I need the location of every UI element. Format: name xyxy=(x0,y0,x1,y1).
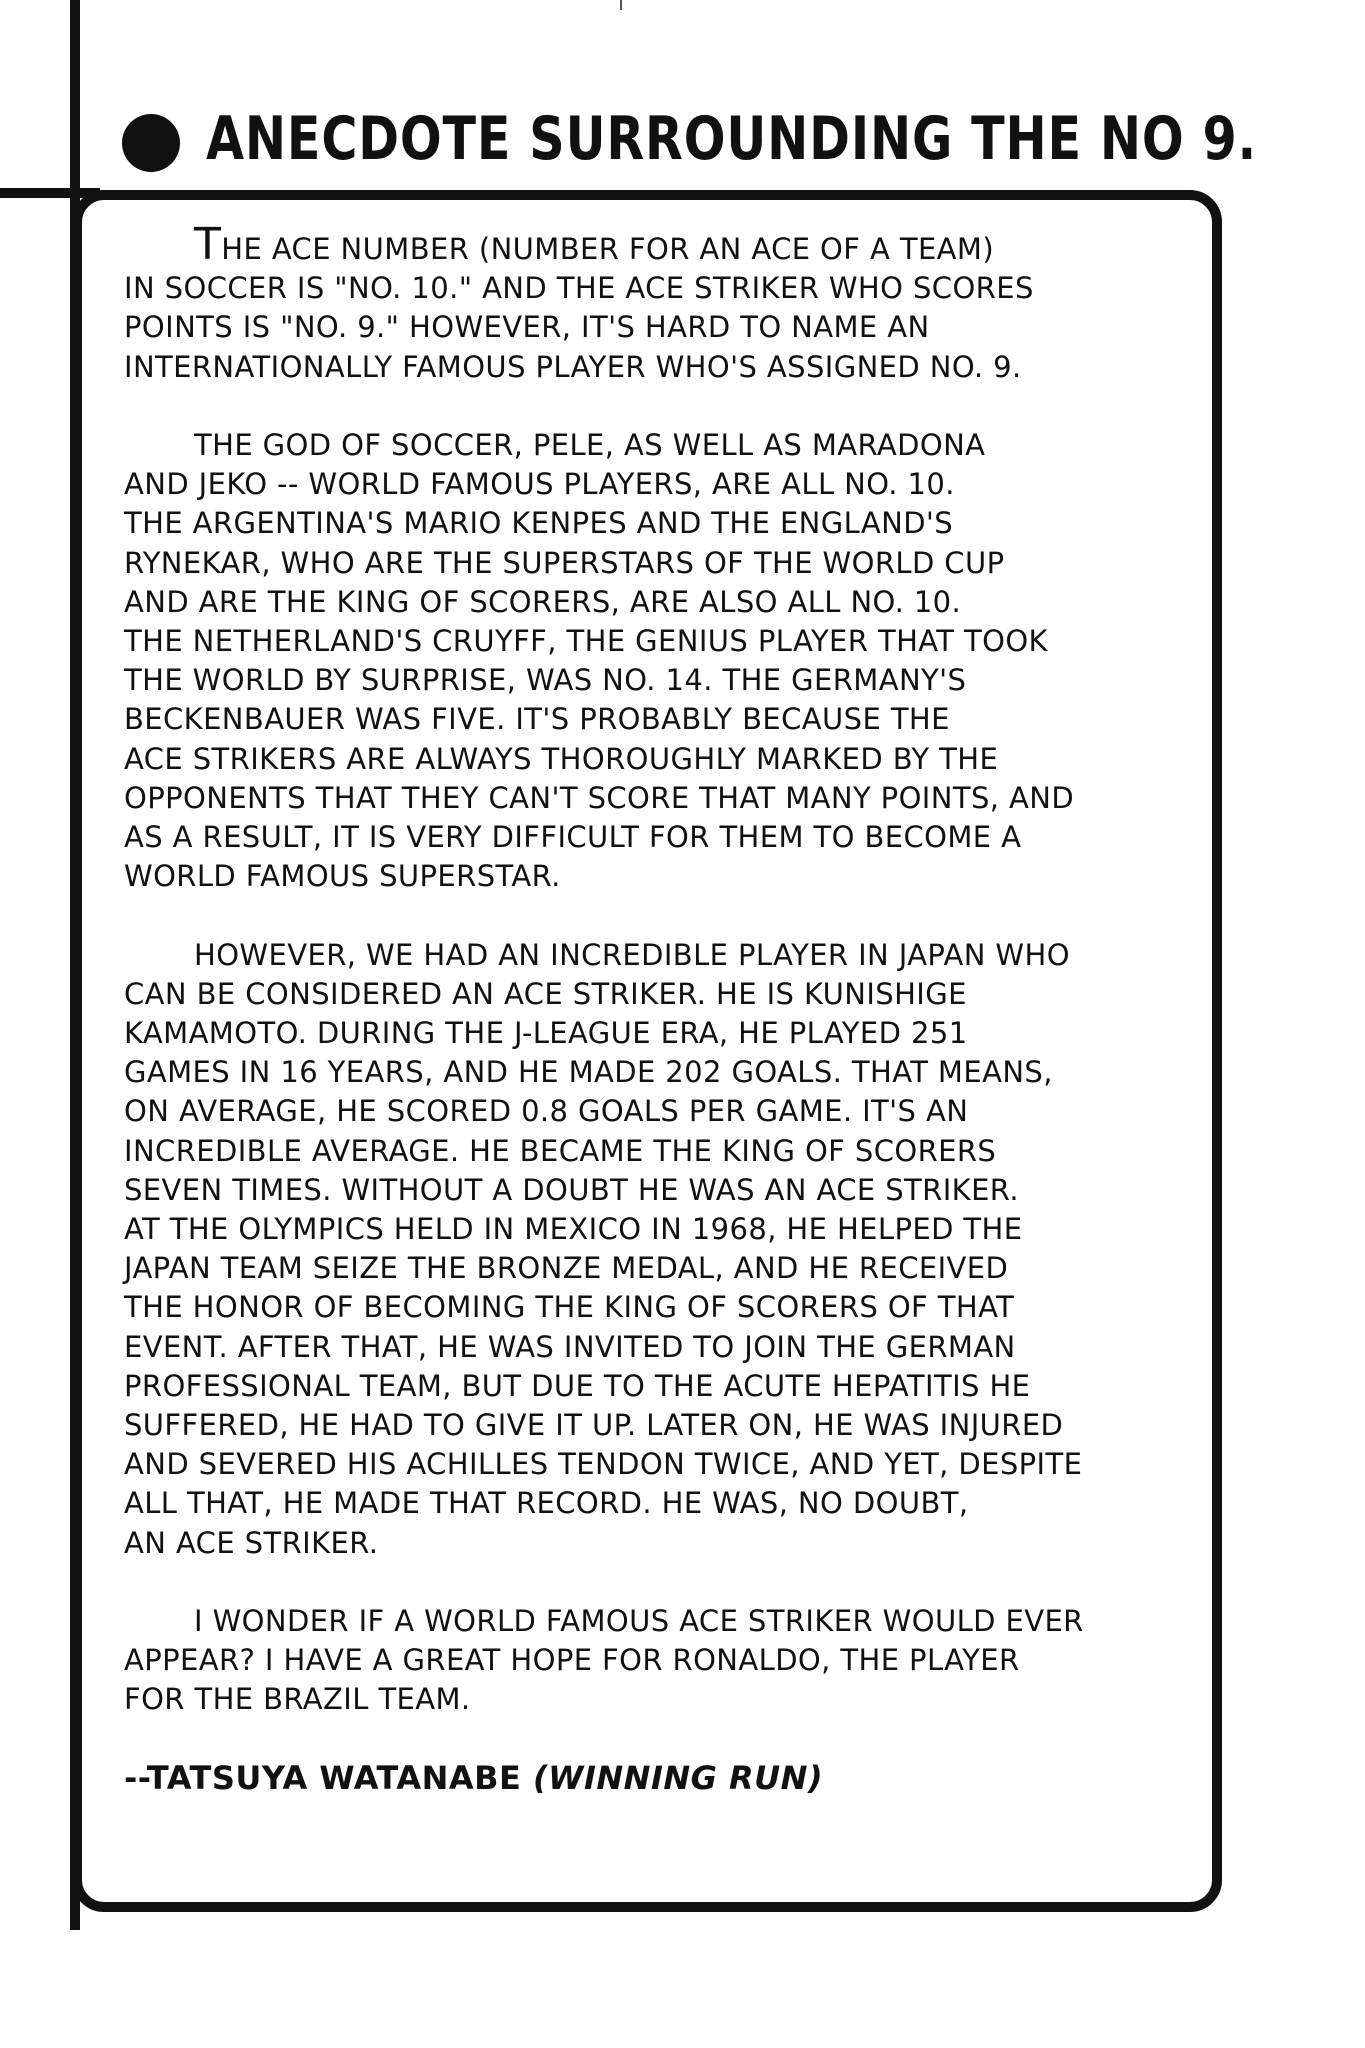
text-line: INCREDIBLE AVERAGE. HE BECAME THE KING OF SCORERS xyxy=(124,1133,997,1168)
text-line: THE NETHERLAND'S CRUYFF, THE GENIUS PLAYER THAT TOOK xyxy=(124,624,1048,659)
signature-work: (WINNING RUN) xyxy=(533,1758,824,1797)
text-line: FOR THE BRAZIL TEAM. xyxy=(124,1682,471,1717)
text-line: AND ARE THE KING OF SCORERS, ARE ALSO ALL NO. 10. xyxy=(124,584,962,619)
text-line: THE WORLD BY SURPRISE, WAS NO. 14. THE GERMANY'S xyxy=(124,663,967,698)
text-line: INTERNATIONALLY FAMOUS PLAYER WHO'S ASSIGNED NO. 9. xyxy=(124,349,1022,384)
text-line: GAMES IN 16 YEARS, AND HE MADE 202 GOALS. THAT MEANS, xyxy=(124,1055,1053,1090)
text-line: I WONDER IF A WORLD FAMOUS ACE STRIKER WOULD EVER xyxy=(194,1604,1084,1639)
text-line: THE ARGENTINA'S MARIO KENPES AND THE ENGLAND'S xyxy=(124,506,954,541)
text-line: KAMAMOTO. DURING THE J-LEAGUE ERA, HE PLAYED 251 xyxy=(124,1016,968,1051)
text-line: ACE STRIKERS ARE ALWAYS THOROUGHLY MARKED BY THE xyxy=(124,741,999,776)
paragraph-4 xyxy=(124,1602,1184,1720)
text-line: THE ACE NUMBER (NUMBER FOR AN ACE OF A TEAM) xyxy=(124,225,1184,269)
top-tick-mark xyxy=(620,0,622,10)
paragraph-2 xyxy=(124,426,1184,896)
text-line: AND JEKO -- WORLD FAMOUS PLAYERS, ARE ALL NO. 10. xyxy=(124,467,955,502)
text-line: HOWEVER, WE HAD AN INCREDIBLE PLAYER IN JAPAN WHO xyxy=(194,937,1070,972)
paragraph-1 xyxy=(124,219,1184,387)
text-line: OPPONENTS THAT THEY CAN'T SCORE THAT MANY POINTS, AND xyxy=(124,780,1075,815)
text-line: CAN BE CONSIDERED AN ACE STRIKER. HE IS KUNISHIGE xyxy=(124,976,967,1011)
title-bullet-icon xyxy=(122,114,180,172)
signature xyxy=(124,1759,1184,1798)
text-line: RYNEKAR, WHO ARE THE SUPERSTARS OF THE WORLD CUP xyxy=(124,545,1005,580)
text-line: ON AVERAGE, HE SCORED 0.8 GOALS PER GAME. IT'S AN xyxy=(124,1094,969,1129)
drop-cap: T xyxy=(194,219,222,270)
text-line: POINTS IS "NO. 9." HOWEVER, IT'S HARD TO NAME AN xyxy=(124,310,930,345)
signature-author: --TATSUYA WATANABE xyxy=(124,1758,534,1797)
text-line: SEVEN TIMES. WITHOUT A DOUBT HE WAS AN ACE STRIKER. xyxy=(124,1172,1019,1207)
text-line: ALL THAT, HE MADE THAT RECORD. HE WAS, NO DOUBT, xyxy=(124,1486,969,1521)
text-line: AND SEVERED HIS ACHILLES TENDON TWICE, AND YET, DESPITE xyxy=(124,1447,1083,1482)
page-title: ANECDOTE SURROUNDING THE NO 9. xyxy=(206,104,1258,174)
text-line: THE GOD OF SOCCER, PELE, AS WELL AS MARADONA xyxy=(194,428,986,462)
text-line: WORLD FAMOUS SUPERSTAR. xyxy=(124,859,561,894)
paragraph-3 xyxy=(124,936,1184,1563)
text-line: BECKENBAUER WAS FIVE. IT'S PROBABLY BECAUSE THE xyxy=(124,702,950,737)
text-line: AS A RESULT, IT IS VERY DIFFICULT FOR THEM TO BECOME A xyxy=(124,820,1022,855)
text-line: SUFFERED, HE HAD TO GIVE IT UP. LATER ON, HE WAS INJURED xyxy=(124,1408,1064,1443)
text-line: AT THE OLYMPICS HELD IN MEXICO IN 1968, HE HELPED THE xyxy=(124,1212,1023,1247)
text-line: APPEAR? I HAVE A GREAT HOPE FOR RONALDO, THE PLAYER xyxy=(124,1643,1020,1678)
text-line: PROFESSIONAL TEAM, BUT DUE TO THE ACUTE HEPATITIS HE xyxy=(124,1368,1031,1403)
text-line: EVENT. AFTER THAT, HE WAS INVITED TO JOIN THE GERMAN xyxy=(124,1329,1016,1364)
text-line: AN ACE STRIKER. xyxy=(124,1525,379,1560)
article-body xyxy=(124,219,1184,1798)
text-line: IN SOCCER IS "NO. 10." AND THE ACE STRIKER WHO SCORES xyxy=(124,271,1034,306)
text-line: JAPAN TEAM SEIZE THE BRONZE MEDAL, AND HE RECEIVED xyxy=(124,1251,1009,1286)
text-line: THE HONOR OF BECOMING THE KING OF SCORERS OF THAT xyxy=(124,1290,1015,1325)
